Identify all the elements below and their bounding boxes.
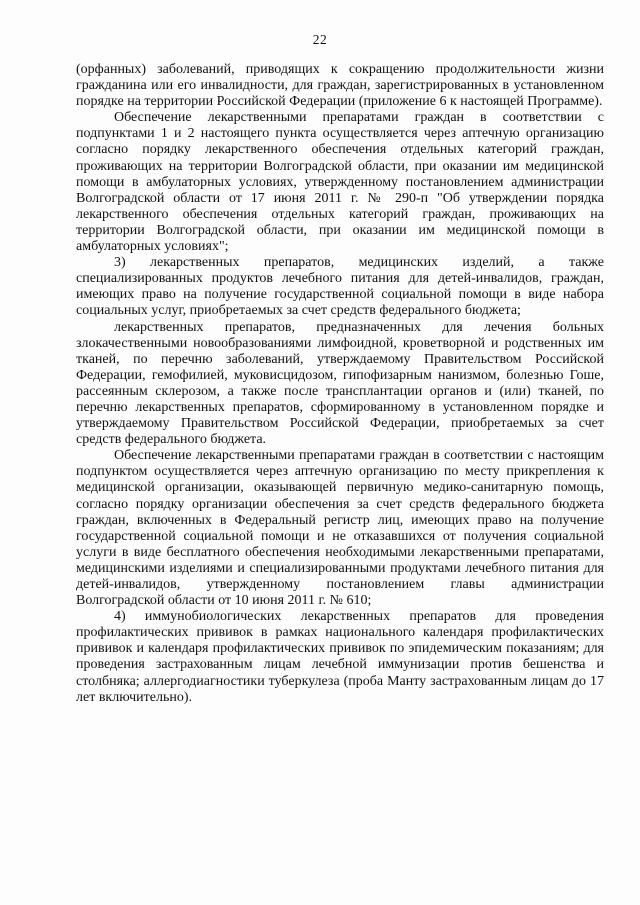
- paragraph: (орфанных) заболеваний, приводящих к сокращению продолжительности жизни гражданина или его инвалидности, для граждан, зарегистрированных в установленном порядке на территории Российской Федерации (приложение 6 к настоящей Программе).: [76, 62, 604, 110]
- paragraph: Обеспечение лекарственными препаратами граждан в соответствии с подпунктами 1 и 2 настоящего пункта осуществляется через аптечную организацию согласно порядку лекарственного обеспечения отдельных категорий граждан, проживающих на территории Волгоградской области, при оказании им медицинской помощи в амбулаторных условиях, утвержденному постановлением администрации Волгоградской области от 17 июня 2011 г. № 290-п "Об утверждении порядка лекарственного обеспечения отдельных категорий граждан, проживающих на территории Волгоградской области, при оказании им медицинской помощи в амбулаторных условиях";: [76, 110, 604, 255]
- paragraph: 4) иммунобиологических лекарственных препаратов для проведения профилактических прививок в рамках национального календаря профилактических прививок и календаря профилактических прививок по эпидемическим показаниям; для проведения застрахованным лицам лечебной иммунизации против бешенства и столбняка; аллергодиагностики туберкулеза (проба Манту застрахованным лицам до 17 лет включительно).: [76, 609, 604, 705]
- paragraph: Обеспечение лекарственными препаратами граждан в соответствии с настоящим подпунктом осуществляется через аптечную организацию по месту прикрепления к медицинской организации, оказывающей первичную медико-санитарную помощь, согласно порядку организации обеспечения за счет средств федерального бюджета граждан, включенных в Федеральный регистр лиц, имеющих право на получение государственной социальной помощи и не отказавшихся от получения социальной услуги в виде бесплатного обеспечения необходимыми лекарственными препаратами, медицинскими изделиями и специализированными продуктами лечебного питания для детей-инвалидов, утвержденному постановлением главы администрации Волгоградской области от 10 июня 2011 г. № 610;: [76, 448, 604, 609]
- document-body: [76, 62, 604, 706]
- paragraph: 3) лекарственных препаратов, медицинских изделий, а также специализированных продуктов лечебного питания для детей-инвалидов, граждан, имеющих право на получение государственной социальной помощи в виде набора социальных услуг, приобретаемых за счет средств федерального бюджета;: [76, 255, 604, 319]
- page-number: 22: [312, 32, 328, 47]
- paragraph: лекарственных препаратов, предназначенных для лечения больных злокачественными новообразованиями лимфоидной, кроветворной и родственных им тканей, по перечню заболеваний, утверждаемому Правительством Российской Федерации, гемофилией, муковисцидозом, гипофизарным нанизмом, болезнью Гоше, рассеянным склерозом, а также после трансплантации органов и (или) тканей, по перечню лекарственных препаратов, сформированному в установленном порядке и утверждаемому Правительством Российской Федерации, приобретаемых за счет средств федерального бюджета.: [76, 319, 604, 448]
